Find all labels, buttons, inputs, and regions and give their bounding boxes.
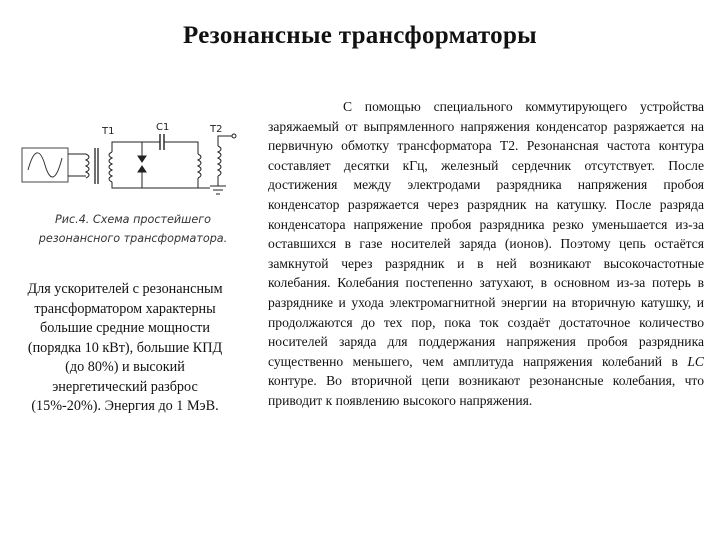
circuit-diagram xyxy=(20,118,248,208)
t2-label: T2 xyxy=(210,124,223,135)
lc-term: LC xyxy=(687,353,704,369)
main-paragraph xyxy=(268,97,704,411)
c1-label: C1 xyxy=(156,122,170,133)
side-paragraph: Для ускорителей с резонансным трансформатором характерны большие средние мощности (порядка 10 кВт), большие КПД (до 80%) и высокий энергетический разброс (15%-20%). Энергия до 1 МэВ. xyxy=(27,281,223,414)
t1-label: T1 xyxy=(102,126,115,137)
main-paragraph-part-1: С помощью специального коммутирующего устройства заряжаемый от выпрямленного напряжения конденсатор разряжается на первичную обмотку трансформатора Т2. Резонансная частота контура составляет десятки кГц, железный сердечник отсутствует. После достижения между электродами разрядника напряжения пробоя конденсатор разряжается через разрядник на катушку. После разряда конденсатора напряжение пробоя разрядника резко уменьшается из-за оставшихся в газе носителей заряда (ионов). Поэтому цепь остаётся замкнутой через разрядник и в ней возникают высокочастотные колебания. Колебания постепенно затухают, в основном из-за потерь в разряднике и ухода электромагнитной энергии на вторичную катушку, и продолжаются до тех пор, пока ток создаёт достаточное количество носителей заряда для поддержания напряжения пробоя разрядника существенно меньшего, чем амплитуда напряжения колебаний в xyxy=(268,99,704,369)
figure-caption: Рис.4. Схема простейшего резонансного трансформатора. xyxy=(38,213,228,245)
ac-source-icon xyxy=(22,148,68,182)
t1-primary-coil-icon xyxy=(86,154,89,178)
t2-primary-coil-icon xyxy=(198,154,201,178)
t2-secondary-coil-icon xyxy=(218,146,221,176)
capacitor-c1-icon xyxy=(160,134,164,150)
slide-title: Резонансные трансформаторы xyxy=(183,22,537,49)
main-paragraph-part-2: контуре. Во вторичной цепи возникают резонансные колебания, что приводит к появлению высокого напряжения. xyxy=(268,373,704,408)
t1-secondary-coil-icon xyxy=(109,152,112,182)
spark-gap-icon xyxy=(138,142,146,188)
ground-icon xyxy=(210,186,226,194)
